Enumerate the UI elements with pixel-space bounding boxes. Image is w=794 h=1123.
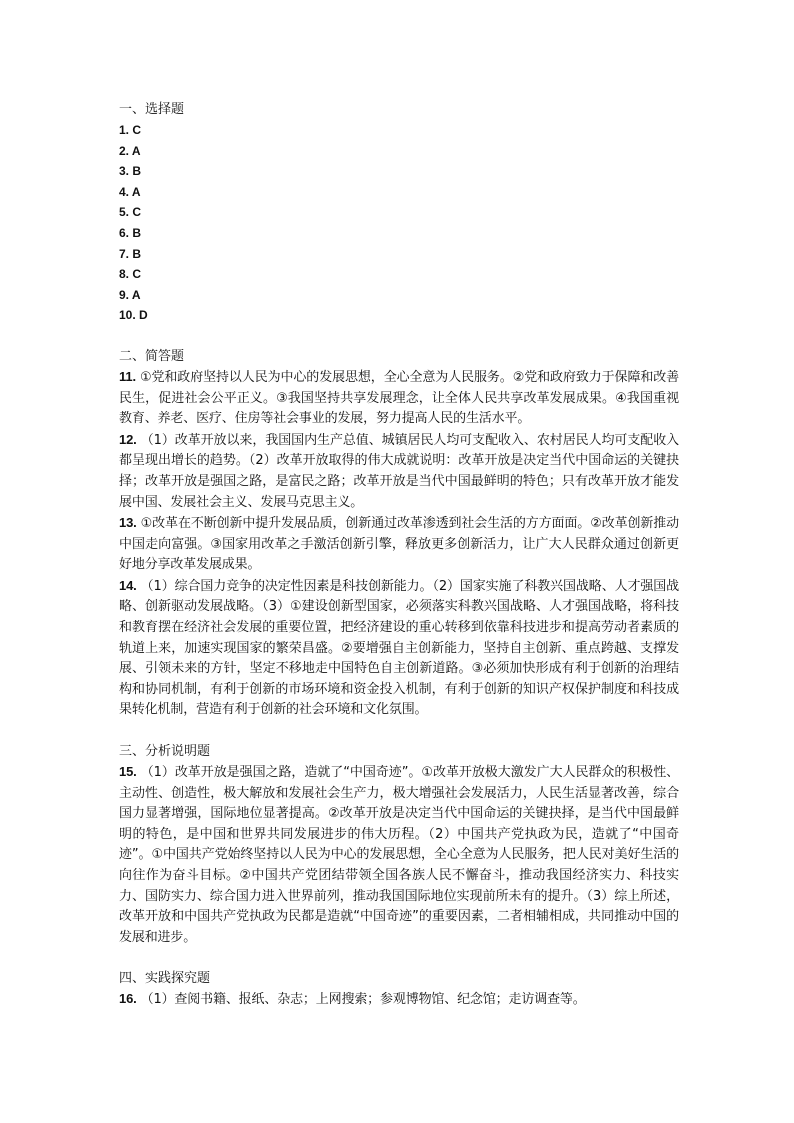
choice-answer-2: 2. A (119, 143, 141, 158)
choice-answer-5: 5. C (119, 205, 142, 220)
answer-15 (119, 762, 679, 948)
section-title-short-answer: 二、简答题 (119, 348, 185, 364)
section-short-answer (119, 346, 679, 721)
spacer (119, 326, 679, 346)
choice-answer-7: 7. B (119, 246, 142, 261)
answer-11 (119, 367, 679, 430)
choice-answer-3: 3. B (119, 164, 142, 179)
answer-16 (119, 989, 679, 1011)
question-number: 13. (119, 515, 137, 531)
choice-answer-4: 4. A (119, 184, 141, 199)
spacer (119, 948, 679, 968)
question-number: 12. (119, 431, 137, 447)
answer-text: （1）改革开放是强国之路，造就了“中国奇迹”。①改革开放极大激发广大人民群众的积极性、主动性、创造性，极大解放和发展社会生产力，极大增强社会发展活力，人民生活显著改善，综合国力显著增强，国际地位显著提高。②改革开放是决定当代中国命运的关键抉择，是当代中国最鲜明的特色，是中国和世界共同发展进步的伟大历程。（2）中国共产党执政为民，造就了“中国奇迹”。①中国共产党始终坚持以人民为中心的发展思想，全心全意为人民服务，把人民对美好生活的向往作为奋斗目标。②中国共产党团结带领全国各族人民不懈奋斗，推动我国经济实力、科技实力、国防实力、综合国力进入世界前列，推动我国国际地位实现前所未有的提升。（3）综上所述，改革开放和中国共产党执政为民都是造就“中国奇迹”的重要因素，二者相辅相成，共同推动中国的发展和进步。 (119, 765, 679, 945)
answer-13 (119, 513, 679, 576)
answer-text: （1）查阅书籍、报纸、杂志；上网搜索；参观博物馆、纪念馆；走访调查等。 (140, 992, 586, 1008)
choice-answer-6: 6. B (119, 225, 142, 240)
section-analysis (119, 741, 679, 948)
question-number: 14. (119, 577, 137, 593)
section-choice (119, 99, 679, 326)
answer-text: ①改革在不断创新中提升发展品质，创新通过改革渗透到社会生活的方方面面。②改革创新推动中国走向富强。③国家用改革之手激活创新引擎，释放更多创新活力，让广大人民群众通过创新更好地分享改革发展成果。 (119, 516, 679, 573)
answer-text: ①党和政府坚持以人民为中心的发展思想，全心全意为人民服务。②党和政府致力于保障和改善民生，促进社会公平正义。③我国坚持共享发展理念，让全体人民共享改革发展成果。④我国重视教育、养老、医疗、住房等社会事业的发展，努力提高人民的生活水平。 (119, 369, 680, 427)
choice-answer-9: 9. A (119, 287, 141, 302)
section-title-practice: 四、实践探究题 (119, 971, 211, 987)
section-title-choice: 一、选择题 (119, 102, 185, 117)
answer-text: （1）改革开放以来，我国国内生产总值、城镇居民人均可支配收入、农村居民人均可支配收入都呈现出增长的趋势。（2）改革开放取得的伟大成就说明：改革开放是决定当代中国命运的关键抉择；改革开放是强国之路，是富民之路；改革开放是当代中国最鲜明的特色；只有改革开放才能发展中国、发展社会主义、发展马克思主义。 (119, 432, 680, 510)
answer-14 (119, 576, 679, 721)
section-title-analysis: 三、分析说明题 (119, 744, 211, 760)
answer-text: （1）综合国力竞争的决定性因素是科技创新能力。（2）国家实施了科教兴国战略、人才强国战略、创新驱动发展战略。（3）①建设创新型国家，必须落实科教兴国战略、人才强国战略，将科技和教育摆在经济社会发展的重要位置，把经济建设的重心转移到依靠科技进步和提高劳动者素质的轨道上来，加速实现国家的繁荣昌盛。②要增强自主创新能力，坚持自主创新、重点跨越、支撑发展、引领未来的方针，坚定不移地走中国特色自主创新道路。③必须加快形成有利于创新的治理结构和协同机制，有利于创新的市场环境和资金投入机制，有利于创新的知识产权保护制度和科技成果转化机制，营造有利于创新的社会环境和文化氛围。 (119, 578, 680, 718)
choice-answer-8: 8. C (119, 267, 142, 282)
choice-answer-1: 1. C (119, 123, 142, 137)
section-practice (119, 968, 679, 1011)
spacer (119, 721, 679, 741)
question-number: 15. (119, 764, 137, 780)
choice-answer-10: 10. D (119, 308, 148, 323)
answer-12 (119, 430, 679, 513)
question-number: 11. (119, 368, 136, 384)
question-number: 16. (119, 991, 137, 1007)
answer-sheet (119, 99, 679, 1011)
choice-answer-list (119, 120, 679, 326)
